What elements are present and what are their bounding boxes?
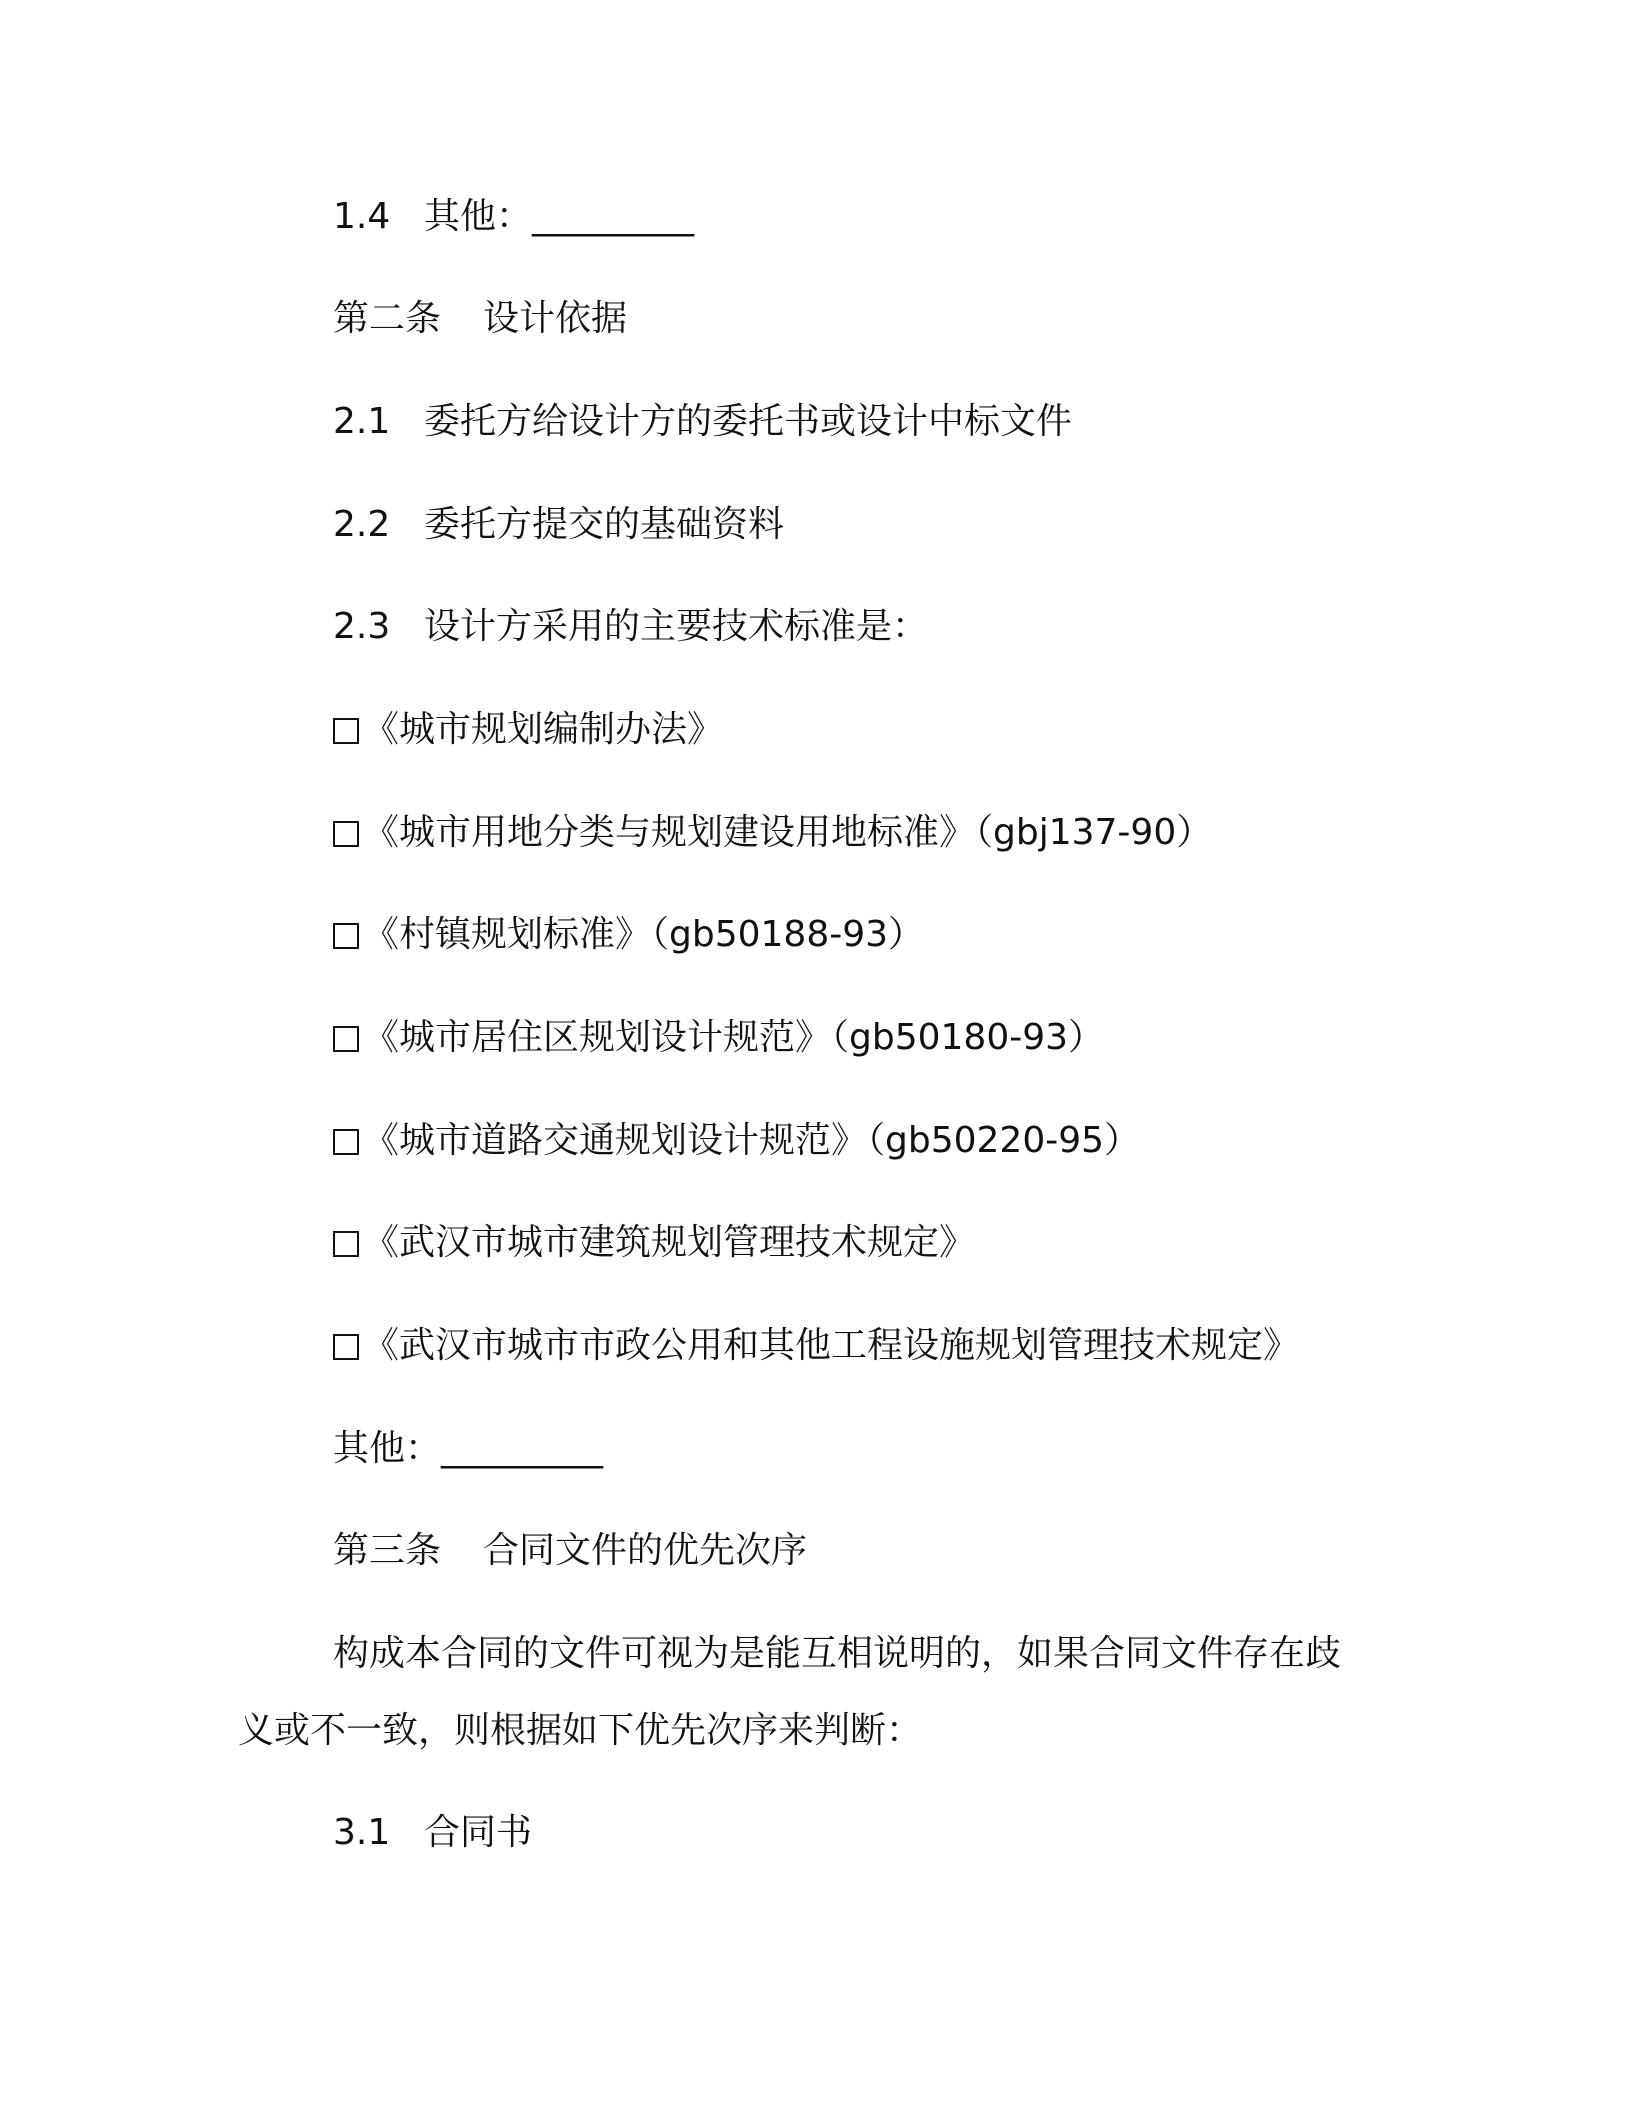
checkbox[interactable] — [333, 1334, 359, 1360]
article-label: 第三条 — [333, 1530, 442, 1571]
standard-text: 《城市居住区规划设计规范》（gb50180-93） — [363, 1017, 1105, 1058]
clause-text: 合同书 — [424, 1812, 533, 1853]
standard-text: 《武汉市城市建筑规划管理技术规定》 — [363, 1222, 976, 1263]
clause-3-1 — [333, 1811, 532, 1855]
checkbox[interactable] — [333, 1129, 359, 1155]
standard-text: 《武汉市城市市政公用和其他工程设施规划管理技术规定》 — [363, 1325, 1300, 1366]
article-title: 合同文件的优先次序 — [483, 1530, 808, 1571]
standard-item — [333, 913, 924, 957]
standard-item — [333, 811, 1212, 855]
standard-item — [333, 1221, 975, 1265]
other-standard: 其他：_________ — [333, 1428, 604, 1469]
standard-item — [333, 1016, 1104, 1060]
clause-text: 设计方采用的主要技术标准是： — [424, 606, 929, 647]
clause-number: 2.3 — [333, 606, 391, 647]
clause-number: 2.2 — [333, 504, 391, 545]
standard-item — [333, 708, 723, 752]
article-3-heading — [333, 1529, 807, 1573]
clause-number: 3.1 — [333, 1812, 391, 1853]
clause-number: 2.1 — [333, 401, 391, 442]
clause-text: 其他：_________ — [424, 196, 695, 237]
clause-text: 委托方提交的基础资料 — [424, 504, 785, 545]
checkbox[interactable] — [333, 923, 359, 949]
checkbox[interactable] — [333, 1231, 359, 1257]
paragraph-line-2: 义或不一致，则根据如下优先次序来判断： — [238, 1710, 923, 1751]
standard-item — [333, 1324, 1299, 1368]
standard-text: 《城市用地分类与规划建设用地标准》（gbj137-90） — [363, 812, 1213, 853]
article-label: 第二条 — [333, 298, 442, 339]
standard-item — [333, 1119, 1140, 1163]
standard-text: 《村镇规划标准》（gb50188-93） — [363, 914, 925, 955]
clause-1-4 — [333, 195, 694, 239]
paragraph-line-1: 构成本合同的文件可视为是能互相说明的，如果合同文件存在歧 — [333, 1633, 1342, 1674]
standard-text: 《城市道路交通规划设计规范》（gb50220-95） — [363, 1120, 1141, 1161]
clause-text: 委托方给设计方的委托书或设计中标文件 — [424, 401, 1073, 442]
checkbox[interactable] — [333, 821, 359, 847]
clause-number: 1.4 — [333, 196, 391, 237]
standard-text: 《城市规划编制办法》 — [363, 709, 724, 750]
clause-2-2 — [333, 503, 784, 547]
checkbox[interactable] — [333, 1026, 359, 1052]
checkbox[interactable] — [333, 718, 359, 744]
clause-2-3 — [333, 605, 928, 649]
article-2-heading — [333, 297, 627, 341]
clause-2-1 — [333, 400, 1072, 444]
article-title: 设计依据 — [483, 298, 628, 339]
